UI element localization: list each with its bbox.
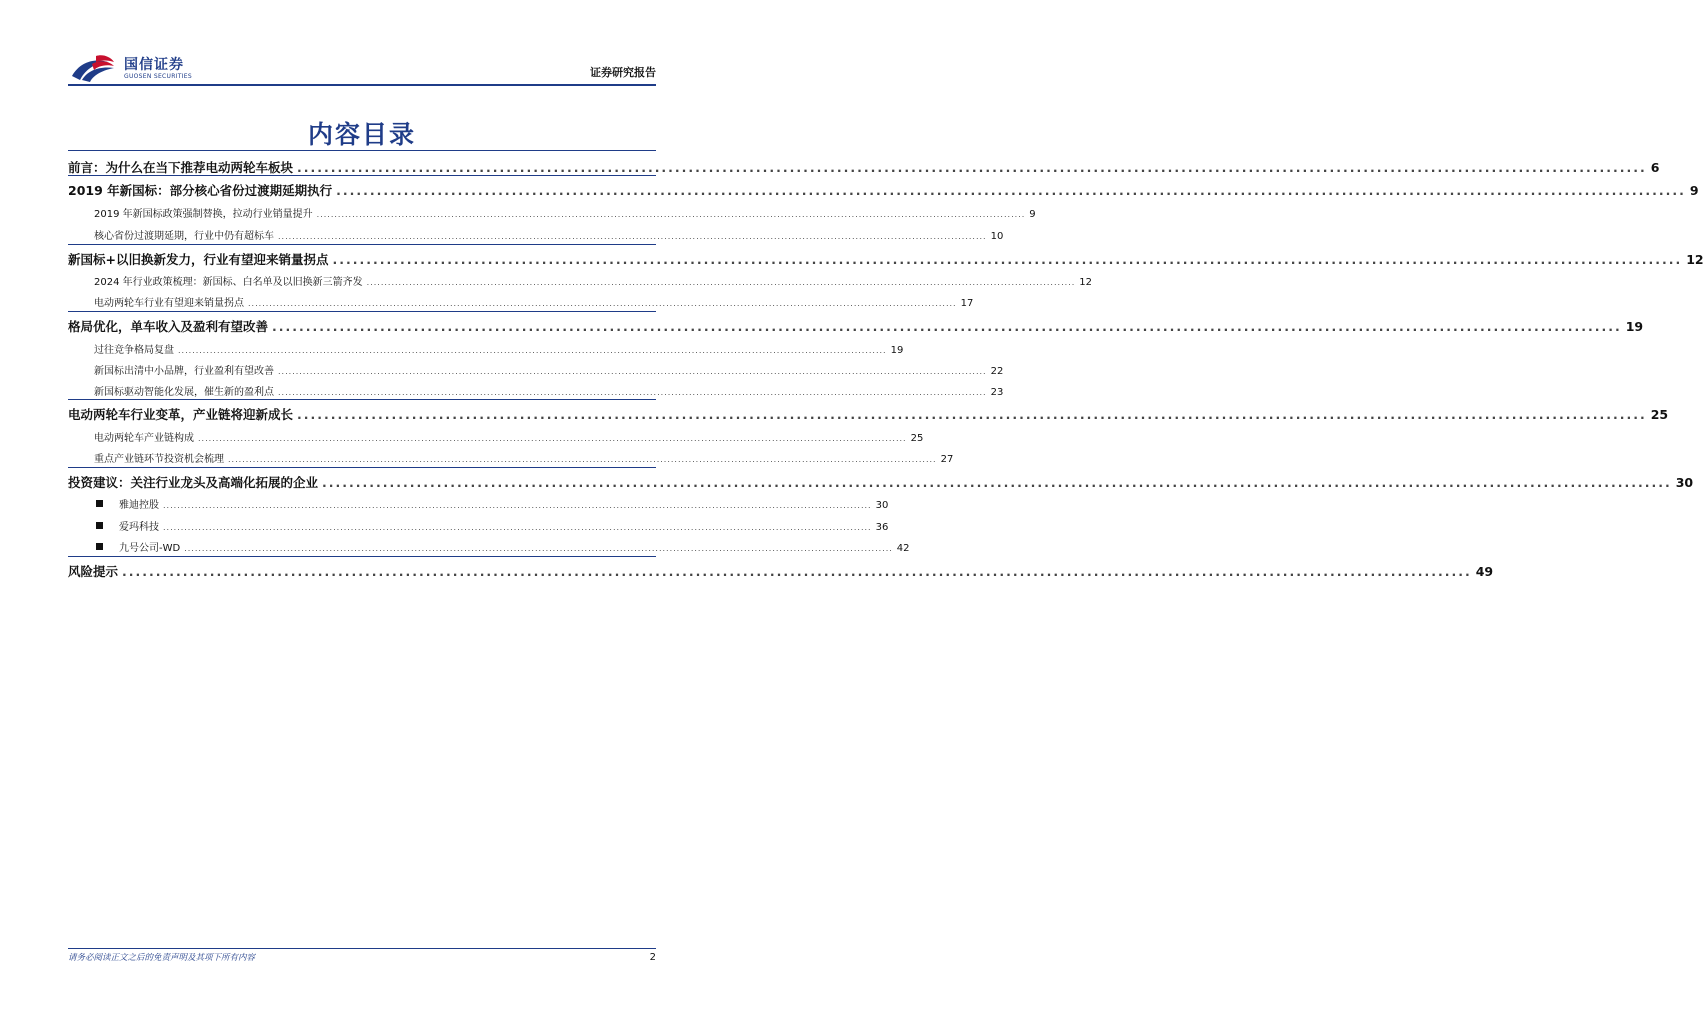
report-type-label: 证券研究报告 <box>590 66 656 79</box>
toc-entry-text: 新国标出清中小品牌，行业盈利有望改善 <box>94 366 274 377</box>
toc-entry[interactable] <box>68 317 1644 335</box>
toc-section-divider <box>68 175 656 176</box>
toc-leader-dots: ........................................................................................................................................................................................................ <box>163 501 872 510</box>
toc-title: 内容目录 <box>307 120 416 149</box>
toc-entry[interactable] <box>68 405 1669 423</box>
toc-entry[interactable] <box>94 205 1036 220</box>
toc-entry[interactable] <box>68 473 1694 491</box>
toc-entry[interactable] <box>68 562 1494 580</box>
toc-leader-dots: ........................................................................................................................................................................................................ <box>297 407 1647 422</box>
toc-page-number: 23 <box>990 387 1004 398</box>
toc-entry-text: 重点产业链环节投资机会梳理 <box>94 454 224 465</box>
square-bullet-icon <box>96 543 103 550</box>
toc-leader-dots: ........................................................................................................................................................................................................ <box>297 160 1647 175</box>
toc-entry-title <box>94 383 274 398</box>
toc-leader-dots: ........................................................................................................................................................................................................ <box>278 388 987 397</box>
toc-page-number: 30 <box>1675 475 1694 490</box>
toc-page-number: 19 <box>1625 319 1644 334</box>
toc-entry-text: 投资建议：关注行业龙头及高端化拓展的企业 <box>68 475 319 490</box>
toc-entry[interactable] <box>94 227 1004 242</box>
toc-entry-text: 电动两轮车产业链构成 <box>94 433 194 444</box>
toc-entry-text: 雅迪控股 <box>119 500 159 511</box>
toc-page-number: 36 <box>875 522 889 533</box>
toc-entry-title <box>68 181 332 199</box>
toc-page-number: 42 <box>896 543 910 554</box>
toc-page-number: 22 <box>990 366 1004 377</box>
toc-leader-dots: ........................................................................................................................................................................................................ <box>198 434 907 443</box>
toc-entry[interactable] <box>94 383 1004 398</box>
toc-entry-title <box>68 562 118 580</box>
toc-entry[interactable] <box>96 518 889 533</box>
toc-entry-title <box>94 429 194 444</box>
toc-entry-title <box>94 362 274 377</box>
toc-leader-dots: ........................................................................................................................................................................................................ <box>278 367 987 376</box>
toc-entry-title <box>68 158 293 176</box>
toc-section-divider <box>68 467 656 468</box>
toc-page-number: 49 <box>1475 564 1494 579</box>
toc-entry[interactable] <box>94 273 1092 288</box>
toc-entry[interactable] <box>96 496 889 511</box>
toc-entry-title <box>68 405 293 423</box>
brand-name-cn: 国信证券 <box>124 57 184 73</box>
toc-section-divider <box>68 244 656 245</box>
page-number: 2 <box>649 952 656 963</box>
toc-page-number: 30 <box>875 500 889 511</box>
toc-entry-text: 2024 年行业政策梳理：新国标、白名单及以旧换新三箭齐发 <box>94 277 363 288</box>
toc-entry-text: 2019 年新国标：部分核心省份过渡期延期执行 <box>68 183 333 198</box>
toc-section-divider <box>68 311 656 312</box>
toc-entry-title <box>94 450 224 465</box>
toc-entry[interactable] <box>94 429 924 444</box>
toc-leader-dots: ........................................................................................................................................................................................................ <box>178 346 887 355</box>
toc-section-divider <box>68 399 656 400</box>
toc-entry[interactable] <box>68 250 1704 268</box>
toc-entry-title <box>68 473 318 491</box>
toc-entry[interactable] <box>94 362 1004 377</box>
toc-title-divider <box>68 150 656 151</box>
toc-entry[interactable] <box>94 450 954 465</box>
toc-page-number: 19 <box>890 345 904 356</box>
toc-entry-title <box>68 250 328 268</box>
toc-entry-title <box>94 294 244 309</box>
toc-entry-text: 爱玛科技 <box>119 522 159 533</box>
toc-entry[interactable] <box>94 294 974 309</box>
toc-entry-title <box>94 341 174 356</box>
toc-leader-dots: ........................................................................................................................................................................................................ <box>184 544 893 553</box>
toc-page-number: 12 <box>1079 277 1092 288</box>
guosen-logo-icon <box>68 52 118 84</box>
toc-page-number: 27 <box>940 454 954 465</box>
toc-leader-dots: ........................................................................................................................................................................................................ <box>322 475 1672 490</box>
toc-entry-title <box>94 205 313 220</box>
square-bullet-icon <box>96 500 103 507</box>
toc-section-divider <box>68 556 656 557</box>
square-bullet-icon <box>96 522 103 529</box>
toc-entry-text: 格局优化，单车收入及盈利有望改善 <box>68 319 269 334</box>
toc-leader-dots: ........................................................................................................................................................................................................ <box>316 210 1026 219</box>
toc-leader-dots: ........................................................................................................................................................................................................ <box>122 564 1472 579</box>
toc-leader-dots: ........................................................................................................................................................................................................ <box>272 319 1622 334</box>
toc-entry-text: 风险提示 <box>68 564 119 579</box>
toc-entry-title <box>68 317 268 335</box>
toc-leader-dots: ........................................................................................................................................................................................................ <box>163 523 872 532</box>
toc-entry-title <box>94 273 363 288</box>
toc-page-number: 6 <box>1650 160 1660 175</box>
toc-entry-text: 前言：为什么在当下推荐电动两轮车板块 <box>68 160 294 175</box>
toc-page-number: 10 <box>990 231 1004 242</box>
disclaimer-text: 请务必阅读正文之后的免责声明及其项下所有内容 <box>68 953 256 963</box>
toc-leader-dots: ........................................................................................................................................................................................................ <box>228 455 937 464</box>
toc-entry-text: 新国标+以旧换新发力，行业有望迎来销量拐点 <box>68 252 329 267</box>
toc-entry-text: 电动两轮车行业变革，产业链将迎新成长 <box>68 407 294 422</box>
toc-entry[interactable] <box>68 181 1699 199</box>
toc-leader-dots: ........................................................................................................................................................................................................ <box>278 232 987 241</box>
toc-entry[interactable] <box>68 158 1660 176</box>
toc-leader-dots: ........................................................................................................................................................................................................ <box>366 278 1076 287</box>
toc-entry-text: 核心省份过渡期延期，行业中仍有超标车 <box>94 231 274 242</box>
toc-entry[interactable] <box>96 539 910 554</box>
toc-entry-text: 电动两轮车行业有望迎来销量拐点 <box>94 298 244 309</box>
toc-leader-dots: ........................................................................................................................................................................................................ <box>248 299 957 308</box>
toc-page-number: 9 <box>1029 209 1036 220</box>
footer-divider <box>68 948 656 949</box>
toc-page-number: 25 <box>910 433 924 444</box>
company-logo <box>68 50 228 84</box>
toc-entry-title <box>96 496 159 511</box>
toc-entry-title <box>96 539 180 554</box>
toc-entry-text: 2019 年新国标政策强制替换，拉动行业销量提升 <box>94 209 313 220</box>
page-header <box>68 50 656 86</box>
toc-page-number: 9 <box>1689 183 1699 198</box>
toc-entry-title <box>96 518 159 533</box>
header-divider <box>68 84 656 86</box>
toc-entry-title <box>94 227 274 242</box>
brand-name-en: GUOSEN SECURITIES <box>124 73 193 80</box>
toc-page-number: 17 <box>960 298 974 309</box>
toc-leader-dots: ........................................................................................................................................................................................................ <box>336 183 1686 198</box>
toc-leader-dots: ........................................................................................................................................................................................................ <box>332 252 1683 267</box>
toc-page-number: 25 <box>1650 407 1669 422</box>
toc-page-number: 12 <box>1686 252 1704 267</box>
toc-entry-text: 过往竞争格局复盘 <box>94 345 174 356</box>
toc-entry[interactable] <box>94 341 904 356</box>
toc-entry-text: 九号公司-WD <box>119 543 181 554</box>
toc-entry-text: 新国标驱动智能化发展，催生新的盈利点 <box>94 387 274 398</box>
